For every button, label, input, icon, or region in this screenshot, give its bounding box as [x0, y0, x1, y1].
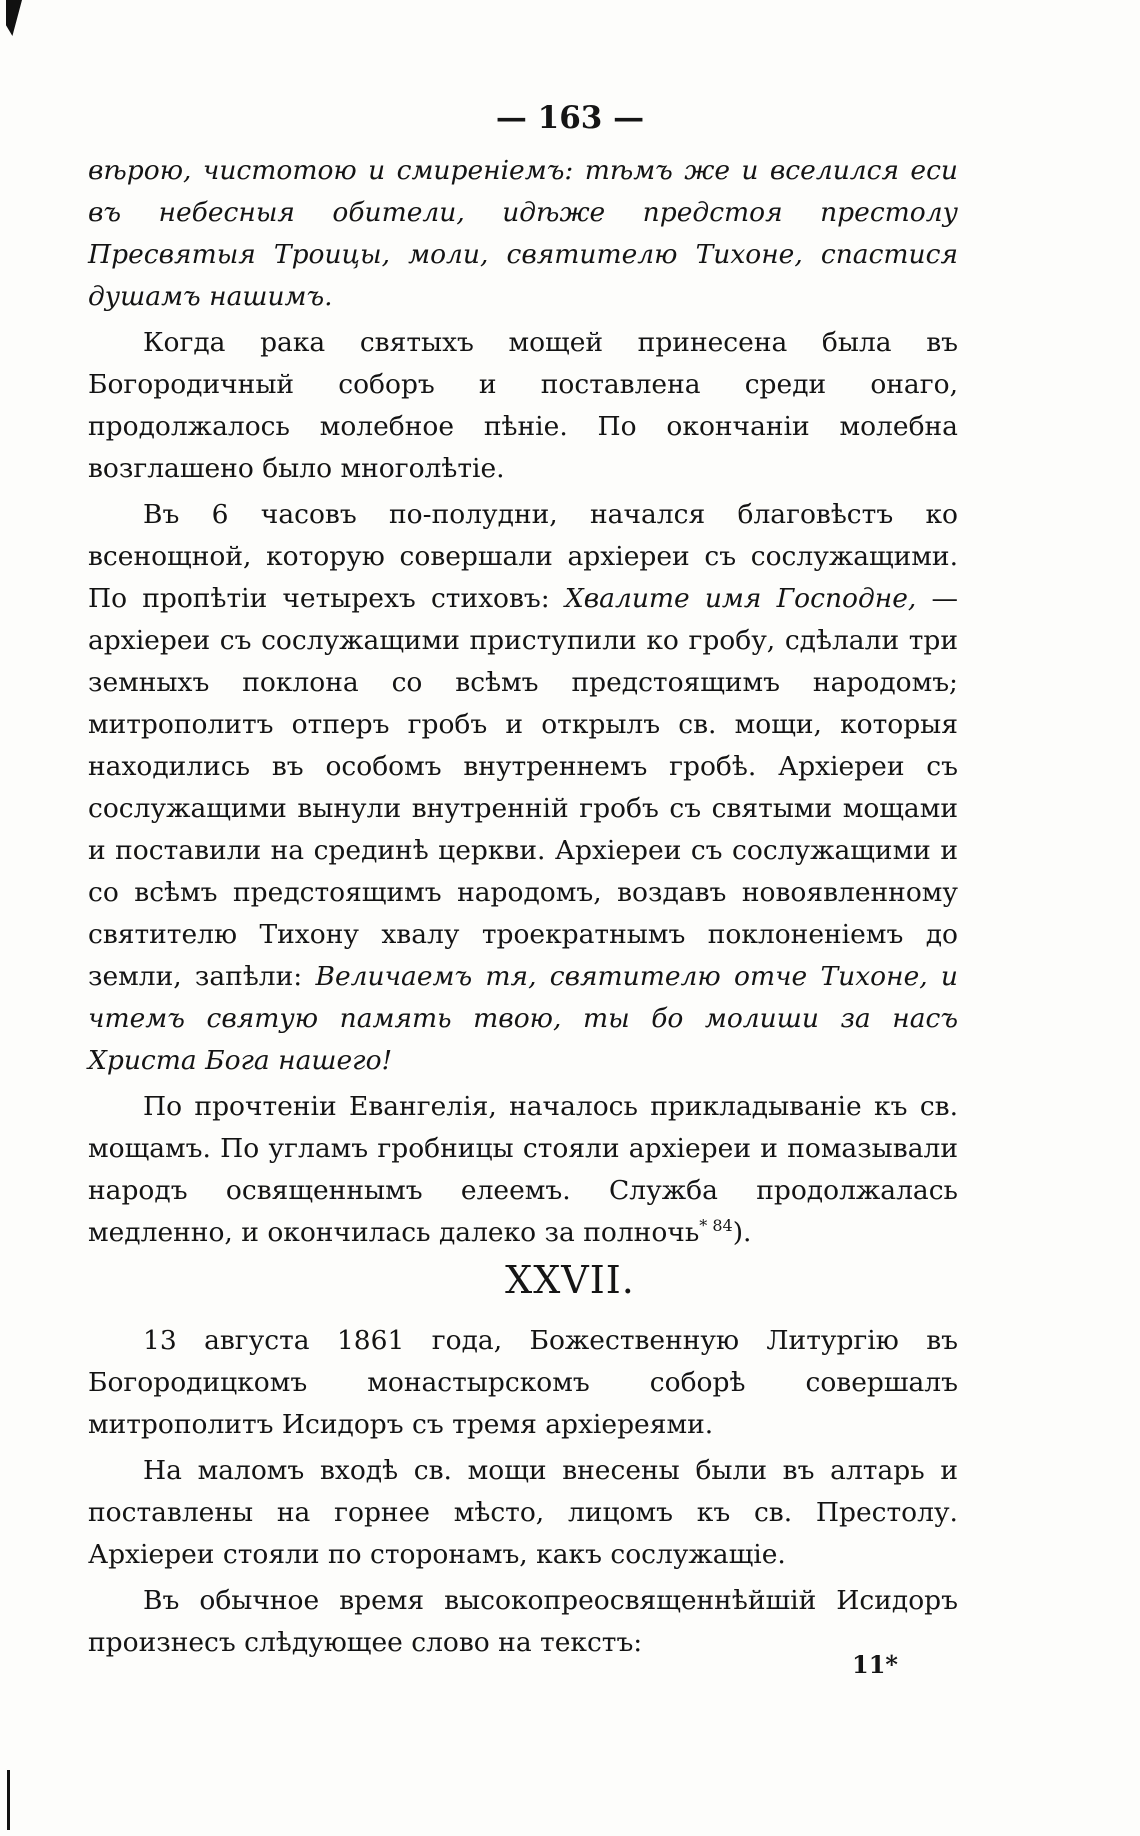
text-block-bottom [88, 1320, 958, 1668]
paragraph-small-entrance: На маломъ входѣ св. мощи внесены были въ алтарь и поставлены на горнее мѣсто, лицомъ къ св. Престолу. Архіереи стояли по сторонамъ, какъ сослужащіе. [88, 1455, 958, 1570]
paragraph-liturgy: 13 августа 1861 года, Божественную Литургію въ Богородицкомъ монастырскомъ соборѣ совершалъ митрополитъ Исидоръ съ тремя архіереями. [88, 1325, 958, 1440]
magnification-quote: Величаемъ тя, святителю отче Тихоне, и чтемъ святую память твою, ты бо молиши за насъ Христа Бога нашего! [88, 961, 958, 1076]
text-block-top [88, 150, 958, 1258]
veneration-text-end: ). [732, 1217, 752, 1248]
page-number: — 163 — [495, 100, 645, 136]
scan-edge-mark-top-left [6, 0, 22, 36]
paragraph-vigil [88, 494, 958, 1082]
vigil-text-middle: — архіереи съ сослужащими приступили ко гробу, сдѣлали три земныхъ поклона со всѣмъ предстоящимъ народомъ; митрополитъ отперъ гробъ и открылъ св. мощи, которыя находились въ особомъ внутреннемъ гробѣ. Архіереи съ сослужащими вынули внутренній гробъ съ святыми мощами и поставили на срединѣ церкви. Архіереи съ сослужащими и со всѣмъ предстоящимъ народомъ, воздавъ новоявленному святителю Тихону хвалу троекратнымъ поклоненіемъ до земли, запѣли: [88, 583, 958, 992]
vigil-text-start: Въ 6 часовъ по-полудни, начался благовѣстъ ко всенощной, которую совершали архіереи съ сослужащими. По пропѣтіи четырехъ стиховъ: [88, 499, 958, 614]
vigil-hymn-quote: Хвалите имя Господне, [564, 583, 917, 614]
printer-signature-mark: 11* [852, 1650, 898, 1679]
paragraph-sermon-intro: Въ обычное время высокопреосвященнѣйшій Исидоръ произнесъ слѣдующее слово на текстъ: [88, 1585, 958, 1658]
footnote-reference: * 84 [699, 1216, 733, 1236]
section-heading: XXVII. [505, 1258, 635, 1302]
scan-edge-mark-bottom-left [7, 1770, 10, 1830]
paragraph-veneration [88, 1086, 958, 1254]
veneration-text: По прочтеніи Евангелія, началось прикладываніе къ св. мощамъ. По угламъ гробницы стояли архіереи и помазывали народъ освященнымъ елеемъ. Служба продолжалась медленно, и окончилась далеко за полночь [88, 1091, 958, 1248]
continued-troparion-paragraph: вѣрою, чистотою и смиреніемъ: тѣмъ же и вселился еси въ небесныя обители, идѣже предстоя престолу Пресвятыя Троицы, моли, святителю Тихоне, спастися душамъ нашимъ. [88, 155, 958, 312]
paragraph-reliquary-placed: Когда рака святыхъ мощей принесена была въ Богородичный соборъ и поставлена среди онаго, продолжалось молебное пѣніе. По окончаніи молебна возглашено было многолѣтіе. [88, 327, 958, 484]
